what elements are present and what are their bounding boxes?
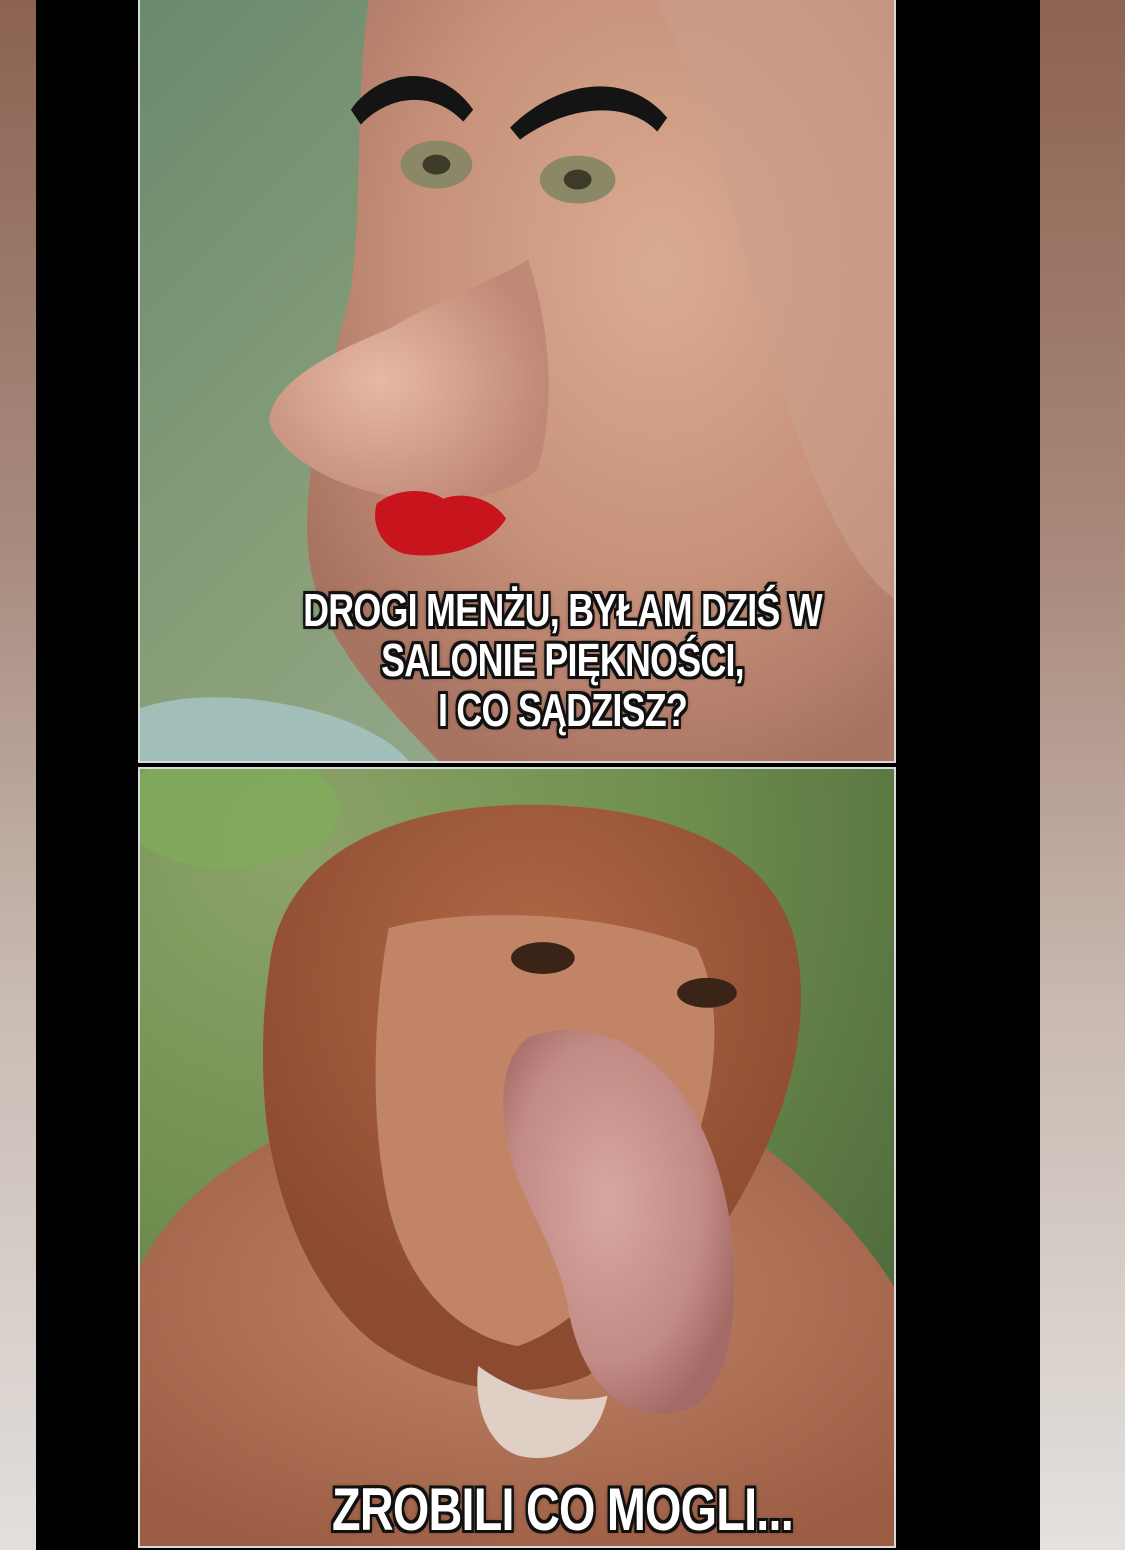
left-pupil <box>423 155 451 175</box>
bottom-caption: ZROBILI CO MOGLI... <box>332 1476 793 1543</box>
left-margin <box>0 0 36 1550</box>
proboscis-monkey-illustration <box>140 769 894 1546</box>
left-eye-icon-bottom <box>511 942 575 974</box>
top-caption-line-1: DROGI MENŻU, BYŁAM DZIŚ W <box>303 584 822 636</box>
right-pupil <box>564 170 592 190</box>
right-margin <box>1040 0 1125 1550</box>
top-caption <box>124 585 1002 735</box>
top-caption-line-2: SALONIE PIĘKNOŚCI, <box>381 634 744 686</box>
right-eye-icon-bottom <box>677 978 737 1008</box>
bottom-panel-image <box>138 767 896 1548</box>
top-caption-line-3: I CO SĄDZISZ? <box>437 684 687 736</box>
